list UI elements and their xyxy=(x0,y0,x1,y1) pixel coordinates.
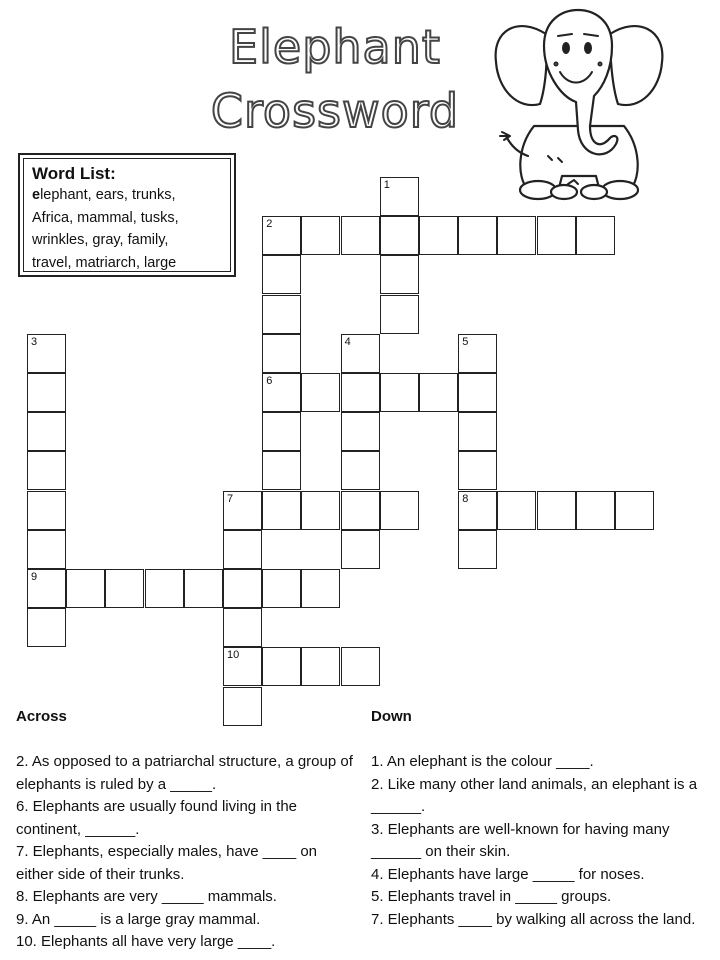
grid-cell xyxy=(27,451,66,490)
down-heading: Down xyxy=(371,708,412,725)
down-clue-4: 4. Elephants have large _____ for noses. xyxy=(371,865,645,883)
word-list-line: wrinkles, gray, family, xyxy=(32,232,169,248)
grid-cell xyxy=(380,295,419,334)
down-clue-7: 7. Elephants ____ by walking all across the land. xyxy=(371,910,696,928)
grid-cell xyxy=(576,216,615,255)
grid-cell xyxy=(27,608,66,647)
across-clue-7: 7. Elephants, especially males, have ____ on either side of their trunks. xyxy=(16,843,318,883)
clue-number: 10 xyxy=(227,649,240,662)
grid-cell xyxy=(341,491,380,530)
grid-cell xyxy=(184,569,223,608)
grid-cell xyxy=(341,647,380,686)
grid-cell xyxy=(262,451,301,490)
grid-cell xyxy=(262,412,301,451)
grid-cell xyxy=(380,491,419,530)
grid-cell xyxy=(27,491,66,530)
word-list-box xyxy=(18,153,236,277)
across-clue-2: 2. As opposed to a patriarchal structure, a group of elephants is ruled by a _____. xyxy=(16,753,353,793)
grid-cell xyxy=(458,334,497,373)
grid-cell xyxy=(223,687,262,726)
clue-number: 7 xyxy=(227,492,234,505)
grid-cell xyxy=(223,608,262,647)
grid-cell xyxy=(223,491,262,530)
grid-cell xyxy=(301,373,340,412)
grid-cell xyxy=(497,491,536,530)
grid-cell xyxy=(223,647,262,686)
grid-cell xyxy=(262,216,301,255)
down-clues xyxy=(371,751,716,931)
grid-cell xyxy=(537,491,576,530)
grid-cell xyxy=(27,412,66,451)
grid-cell xyxy=(301,647,340,686)
word-list-line: travel, matriarch, large xyxy=(32,254,177,271)
grid-cell xyxy=(458,373,497,412)
grid-cell xyxy=(380,177,419,216)
clue-number: 1 xyxy=(383,179,390,191)
down-clue-5: 5. Elephants travel in _____ groups. xyxy=(371,888,612,905)
down-clue-3: 3. Elephants are well-known for having many ______ on their skin. xyxy=(371,820,670,860)
grid-cell xyxy=(341,373,380,412)
grid-cell xyxy=(262,569,301,608)
clue-number: 5 xyxy=(462,335,469,348)
grid-cell xyxy=(419,373,458,412)
grid-cell xyxy=(262,255,301,294)
clue-number: 9 xyxy=(31,571,38,583)
grid-cell xyxy=(145,569,184,608)
clue-number: 6 xyxy=(266,375,273,387)
grid-cell xyxy=(380,255,419,294)
grid-cell xyxy=(380,216,419,255)
grid-cell xyxy=(27,373,66,412)
grid-cell xyxy=(262,295,301,334)
grid-cell xyxy=(615,491,654,530)
grid-cell xyxy=(341,412,380,451)
grid-cell xyxy=(341,334,380,373)
grid-cell xyxy=(458,491,497,530)
clue-number: 4 xyxy=(344,335,351,348)
grid-cell xyxy=(223,530,262,569)
grid-cell xyxy=(458,530,497,569)
grid-cell xyxy=(341,530,380,569)
across-clue-9: 9. An _____ is a large gray mammal. xyxy=(16,910,261,928)
grid-cell xyxy=(301,216,340,255)
clue-number: 2 xyxy=(266,218,273,231)
grid-cell xyxy=(27,530,66,569)
grid-cell xyxy=(27,334,66,373)
grid-cell xyxy=(223,569,262,608)
across-heading: Across xyxy=(16,708,67,725)
grid-cell xyxy=(576,491,615,530)
grid-cell xyxy=(262,491,301,530)
grid-cell xyxy=(419,216,458,255)
grid-cell xyxy=(262,647,301,686)
title-line-2: Crossword xyxy=(210,84,460,138)
across-clue-10: 10. Elephants all have very large ____. xyxy=(16,933,276,950)
grid-cell xyxy=(262,334,301,373)
grid-cell xyxy=(458,412,497,451)
grid-cell xyxy=(27,569,66,608)
grid-cell xyxy=(537,216,576,255)
down-clue-2: 2. Like many other land animals, an elephant is a ______. xyxy=(371,775,698,815)
grid-cell xyxy=(458,451,497,490)
across-clue-6: 6. Elephants are usually found living in the continent, ______. xyxy=(16,798,298,838)
grid-cell xyxy=(341,216,380,255)
grid-cell xyxy=(105,569,144,608)
title-line-1: Elephant xyxy=(229,20,441,74)
grid-cell xyxy=(497,216,536,255)
grid-cell xyxy=(66,569,105,608)
grid-cell xyxy=(458,216,497,255)
clue-number: 3 xyxy=(31,335,38,348)
down-clue-1: 1. An elephant is the colour ____. xyxy=(371,753,594,770)
across-clues xyxy=(16,751,356,954)
grid-cell xyxy=(262,373,301,412)
grid-cell xyxy=(341,451,380,490)
word-list-heading: Word List: xyxy=(32,164,116,183)
word-list-line: Africa, mammal, tusks, xyxy=(32,209,179,226)
elephant-illustration xyxy=(488,6,668,202)
grid-cell xyxy=(380,373,419,412)
word-list-line: elephant, ears, trunks, xyxy=(32,187,176,203)
clue-number: 8 xyxy=(462,492,469,505)
across-clue-8: 8. Elephants are very _____ mammals. xyxy=(16,888,277,905)
grid-cell xyxy=(301,569,340,608)
grid-cell xyxy=(301,491,340,530)
